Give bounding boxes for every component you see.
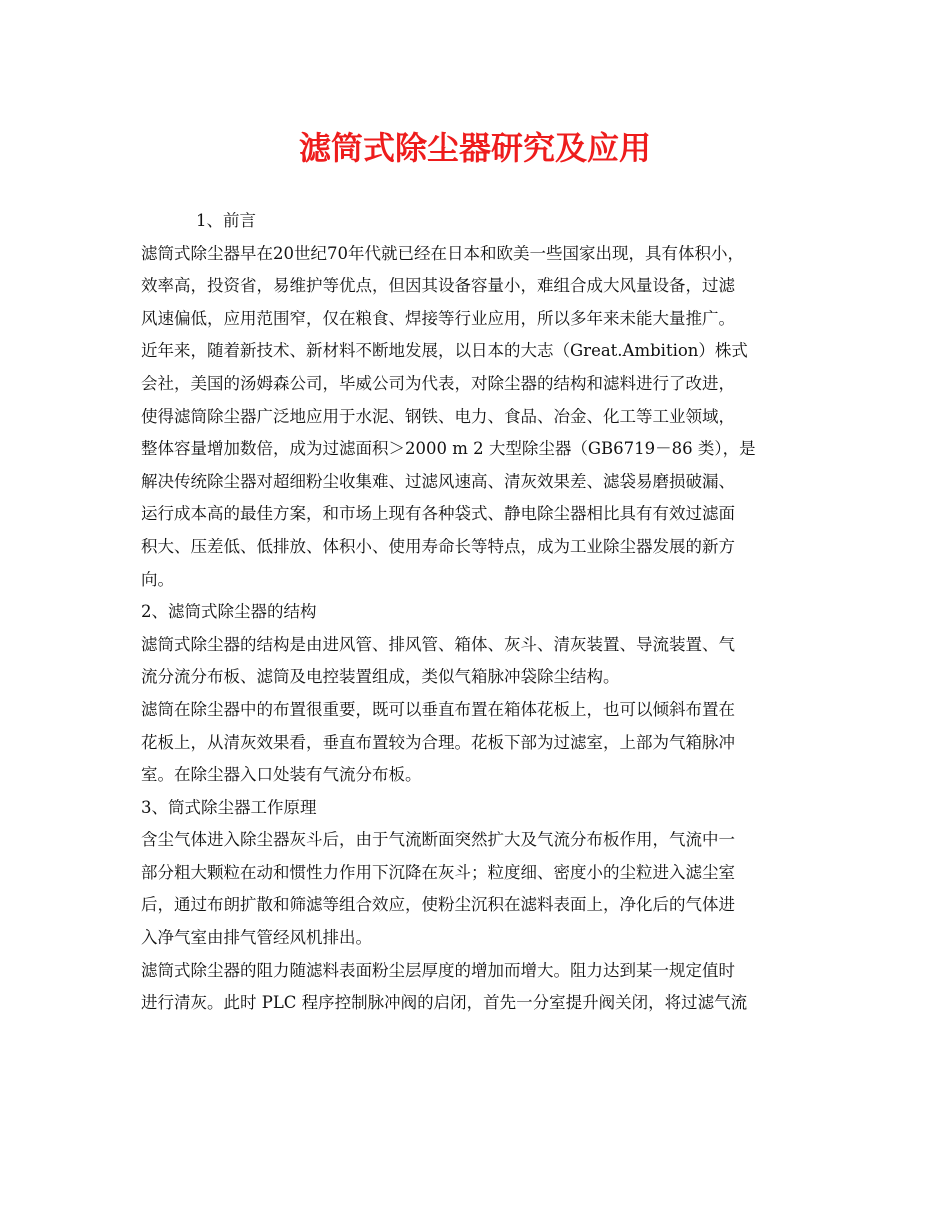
document-title: 滤筒式除尘器研究及应用 [298,129,651,167]
section-heading-principle: 3、筒式除尘器工作原理 [141,797,317,817]
text-line: 进行清灰。此时 PLC 程序控制脉冲阀的启闭，首先一分室提升阀关闭，将过滤气流 [141,993,748,1013]
text-line: 滤筒式除尘器的阻力随滤料表面粉尘层厚度的增加而增大。阻力达到某一规定值时 [141,960,735,980]
text-line: 滤筒式除尘器早在20世纪70年代就已经在日本和欧美一些国家出现，具有体积小， [141,243,744,263]
document-body [141,205,821,1020]
text-line: 入净气室由排气管经风机排出。 [141,928,372,948]
section-heading-preface: 1、前言 [196,211,256,230]
text-line: 运行成本高的最佳方案，和市场上现有各种袋式、静电除尘器相比具有有效过滤面 [141,504,735,524]
text-line: 使得滤筒除尘器广泛地应用于水泥、钢铁、电力、食品、冶金、化工等工业领域， [141,406,735,426]
text-line: 室。在除尘器入口处装有气流分布板。 [141,765,422,785]
text-line: 解决传统除尘器对超细粉尘收集难、过滤风速高、清灰效果差、滤袋易磨损破漏、 [141,471,735,491]
text-line: 滤筒式除尘器的结构是由进风管、排风管、箱体、灰斗、清灰装置、导流装置、气 [141,634,735,654]
text-line: 会社，美国的汤姆森公司，毕威公司为代表，对除尘器的结构和滤料进行了改进， [141,373,735,393]
text-line: 后，通过布朗扩散和筛滤等组合效应，使粉尘沉积在滤料表面上，净化后的气体进 [141,895,735,915]
text-line: 效率高，投资省，易维护等优点，但因其设备容量小，难组合成大风量设备，过滤 [141,276,735,296]
text-line: 风速偏低，应用范围窄，仅在粮食、焊接等行业应用，所以多年来未能大量推广。 [141,308,735,328]
text-line: 整体容量增加数倍，成为过滤面积＞2000 m 2 大型除尘器（GB6719－86 类），是 [141,439,756,459]
text-line: 积大、压差低、低排放、体积小、使用寿命长等特点，成为工业除尘器发展的新方 [141,536,735,556]
section-heading-structure: 2、滤筒式除尘器的结构 [141,602,317,622]
text-line: 流分流分布板、滤筒及电控装置组成，类似气箱脉冲袋除尘结构。 [141,667,620,687]
text-line: 花板上，从清灰效果看，垂直布置较为合理。花板下部为过滤室，上部为气箱脉冲 [141,732,735,752]
text-line: 滤筒在除尘器中的布置很重要，既可以垂直布置在箱体花板上，也可以倾斜布置在 [141,699,735,719]
text-line: 含尘气体进入除尘器灰斗后，由于气流断面突然扩大及气流分布板作用，气流中一 [141,830,735,850]
text-line: 近年来，随着新技术、新材料不断地发展，以日本的大志（Great.Ambition）株式 [141,341,748,361]
text-line: 向。 [141,569,174,589]
text-line: 部分粗大颗粒在动和惯性力作用下沉降在灰斗；粒度细、密度小的尘粒进入滤尘室 [141,862,735,882]
